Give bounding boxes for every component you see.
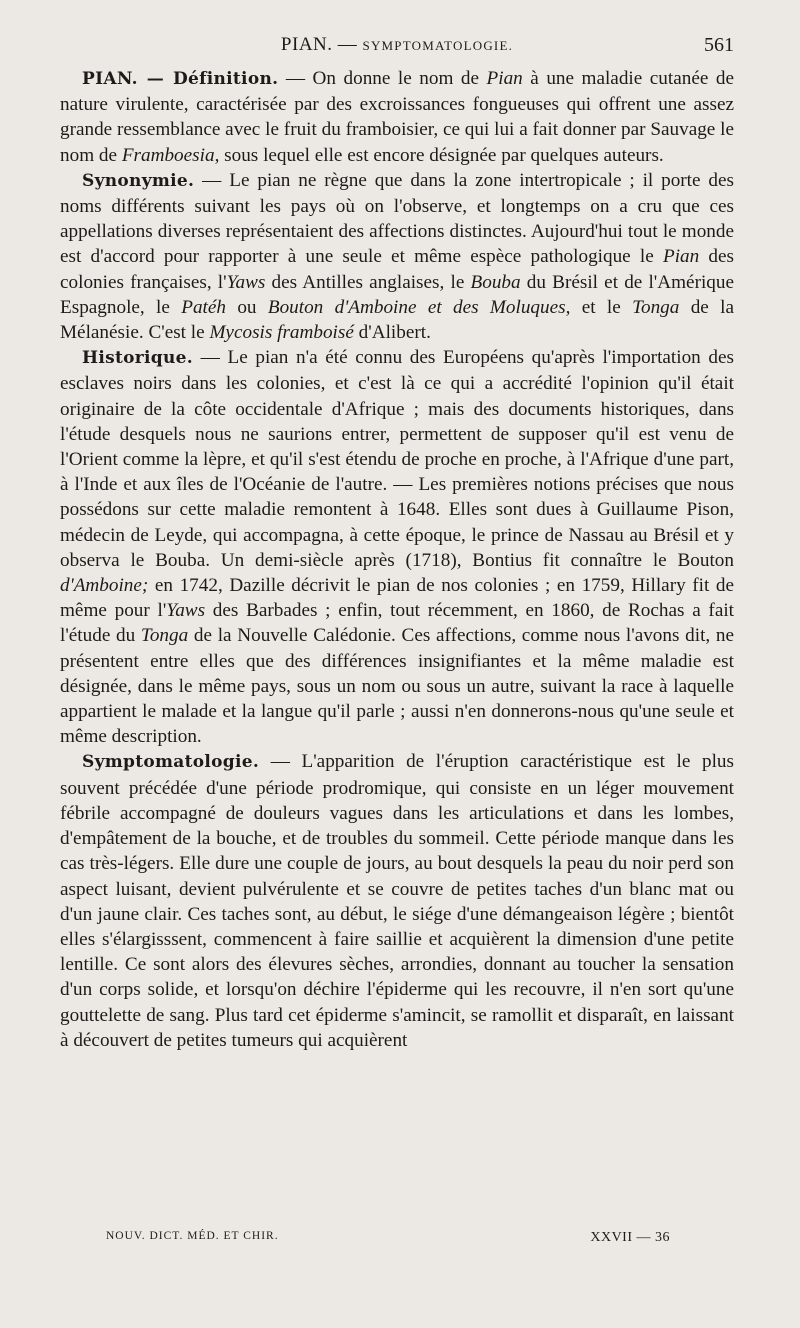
article-body	[60, 66, 734, 1053]
italic-term: Patéh	[181, 296, 226, 318]
text-run: des colonies françaises, l'	[60, 246, 735, 293]
text-run: d'Alibert.	[353, 322, 431, 344]
italic-term: Pian	[486, 68, 523, 89]
italic-term: Mycosis framboisé	[209, 322, 354, 344]
italic-term: Yaws	[166, 600, 206, 622]
text-run: ou	[226, 296, 268, 318]
italic-term: Yaws	[226, 271, 266, 293]
paragraph-symptomatologie	[60, 749, 734, 1052]
text-run: à une maladie cutanée de nature virulente, caractérisée par des excroissances fongueuses qui offrent une assez grande ressemblance avec le fruit du framboisier, ce qui lui a fait donner par Sauvage le nom de	[60, 68, 734, 166]
text-run: en 1742, Dazille décrivit le pian de nos colonies ; en 1759, Hillary fit de même pour l'	[60, 575, 734, 622]
footer-volume-sheet: XXVII — 36	[590, 1230, 670, 1245]
heading-historique: Historique.	[82, 348, 193, 369]
page-number: 561	[704, 34, 734, 56]
heading-synonymie: Synonymie.	[82, 170, 195, 191]
running-head	[60, 34, 734, 58]
running-title	[60, 34, 734, 56]
page-footer	[106, 1230, 670, 1250]
text-run: , sous lequel elle est encore désignée par quelques auteurs.	[214, 144, 664, 166]
italic-term: Pian	[662, 246, 700, 268]
text-run: de la Mélanésie. C'est le	[60, 296, 734, 344]
italic-term: Tonga	[632, 296, 680, 318]
italic-term: Bouba	[470, 271, 521, 293]
paragraph-historique	[60, 345, 734, 749]
text-run: du Brésil et de l'Amérique Espagnole, le	[60, 271, 734, 318]
heading-symptomatologie: Symptomatologie.	[82, 752, 260, 773]
text-run: de la Nouvelle Calédonie. Ces affections, comme nous l'avons dit, ne présentent entre elles que des différences insignifiantes et la même maladie est désignée, dans le même pays, sous un nom ou sous un autre, suivant la race à laquelle appartient le malade et la langue qu'il parle ; aussi n'en donnerons-nous qu'une seule et même description.	[60, 625, 734, 748]
running-title-main: PIAN. —	[280, 34, 358, 55]
text-run: , et le	[565, 296, 633, 318]
text-run: — Le pian n'a été connu des Européens qu'après l'importation des esclaves noirs dans les colonies, et c'est là ce qui a accrédité l'opinion qu'il était originaire de la côte occidentale d'Afrique ; mais des documents historiques, dans l'étude desquels nous ne saurions entrer, permettent de supposer qu'il est venu de l'Orient comme la lèpre, et qu'il s'est étendu de proche en proche, à l'Afrique d'une part, à l'Inde et aux îles de l'Océanie de l'autre. — Les premières notions précises que nous possédons sur cette maladie remontent à 1648. Elles sont dues à Guillaume Pison, médecin de Leyde, qui accompagna, à cette époque, le prince de Nassau au Brésil et y observa le Bouba. Un demi-siècle après (1718), Bontius fit connaître le Bouton	[60, 347, 734, 571]
italic-term: Framboesia	[121, 144, 215, 166]
paragraph-definition	[60, 66, 734, 168]
italic-term: Bouton d'Amboine et des Moluques	[267, 296, 566, 318]
text-run: — Le pian ne règne que dans la zone intertropicale ; il porte des noms différents suivant les pays où on l'observe, et longtemps on a cru que ces appellations diverses représentaient des affections distinctes. Aujourd'hui tout le monde est d'accord pour rapporter à une seule et même espèce pathologique le	[60, 169, 734, 268]
running-title-sub: SYMPTOMATOLOGIE.	[362, 38, 514, 53]
text-run: — L'apparition de l'éruption caractéristique est le plus souvent précédée d'une période prodromique, qui consiste en un léger mouvement fébrile accompagné de douleurs vagues dans les articulations et dans les lombes, d'empâtement de la bouche, et de troubles du sommeil. Cette période manque dans les cas très-légers. Elle dure une couple de jours, au bout desquels la peau du noir perd son aspect luisant, devient pulvérulente et se couvre de petites taches d'un blanc mat ou d'un jaune clair. Ces taches sont, au début, le siége d'une démangeaison légère ; bientôt elles s'élargisssent, commencent à faire saillie et acquièrent la dimension d'une petite lentille. Ce sont alors des élevures sèches, arrondies, donnant au toucher la sensation d'un corps solide, et lorsqu'on déchire l'épiderme qui les recouvre, il n'en sort qu'une gouttelette de sang. Plus tard cet épiderme s'amincit, se ramollit et disparaît, en laissant à découvert de petites tumeurs qui acquièrent	[60, 751, 734, 1051]
text-run: des Antilles anglaises, le	[265, 271, 471, 293]
footer-signature: NOUV. DICT. MÉD. ET CHIR.	[106, 1230, 279, 1242]
text-run: — On donne le nom de	[278, 68, 487, 89]
heading-definition: PIAN. — Définition.	[82, 69, 279, 89]
text-run: des Barbades ; enfin, tout récemment, en 1860, de Rochas a fait l'étude du	[60, 600, 735, 647]
paragraph-synonymie	[60, 168, 734, 345]
italic-term: d'Amboine;	[60, 575, 149, 597]
italic-term: Tonga	[140, 625, 189, 647]
